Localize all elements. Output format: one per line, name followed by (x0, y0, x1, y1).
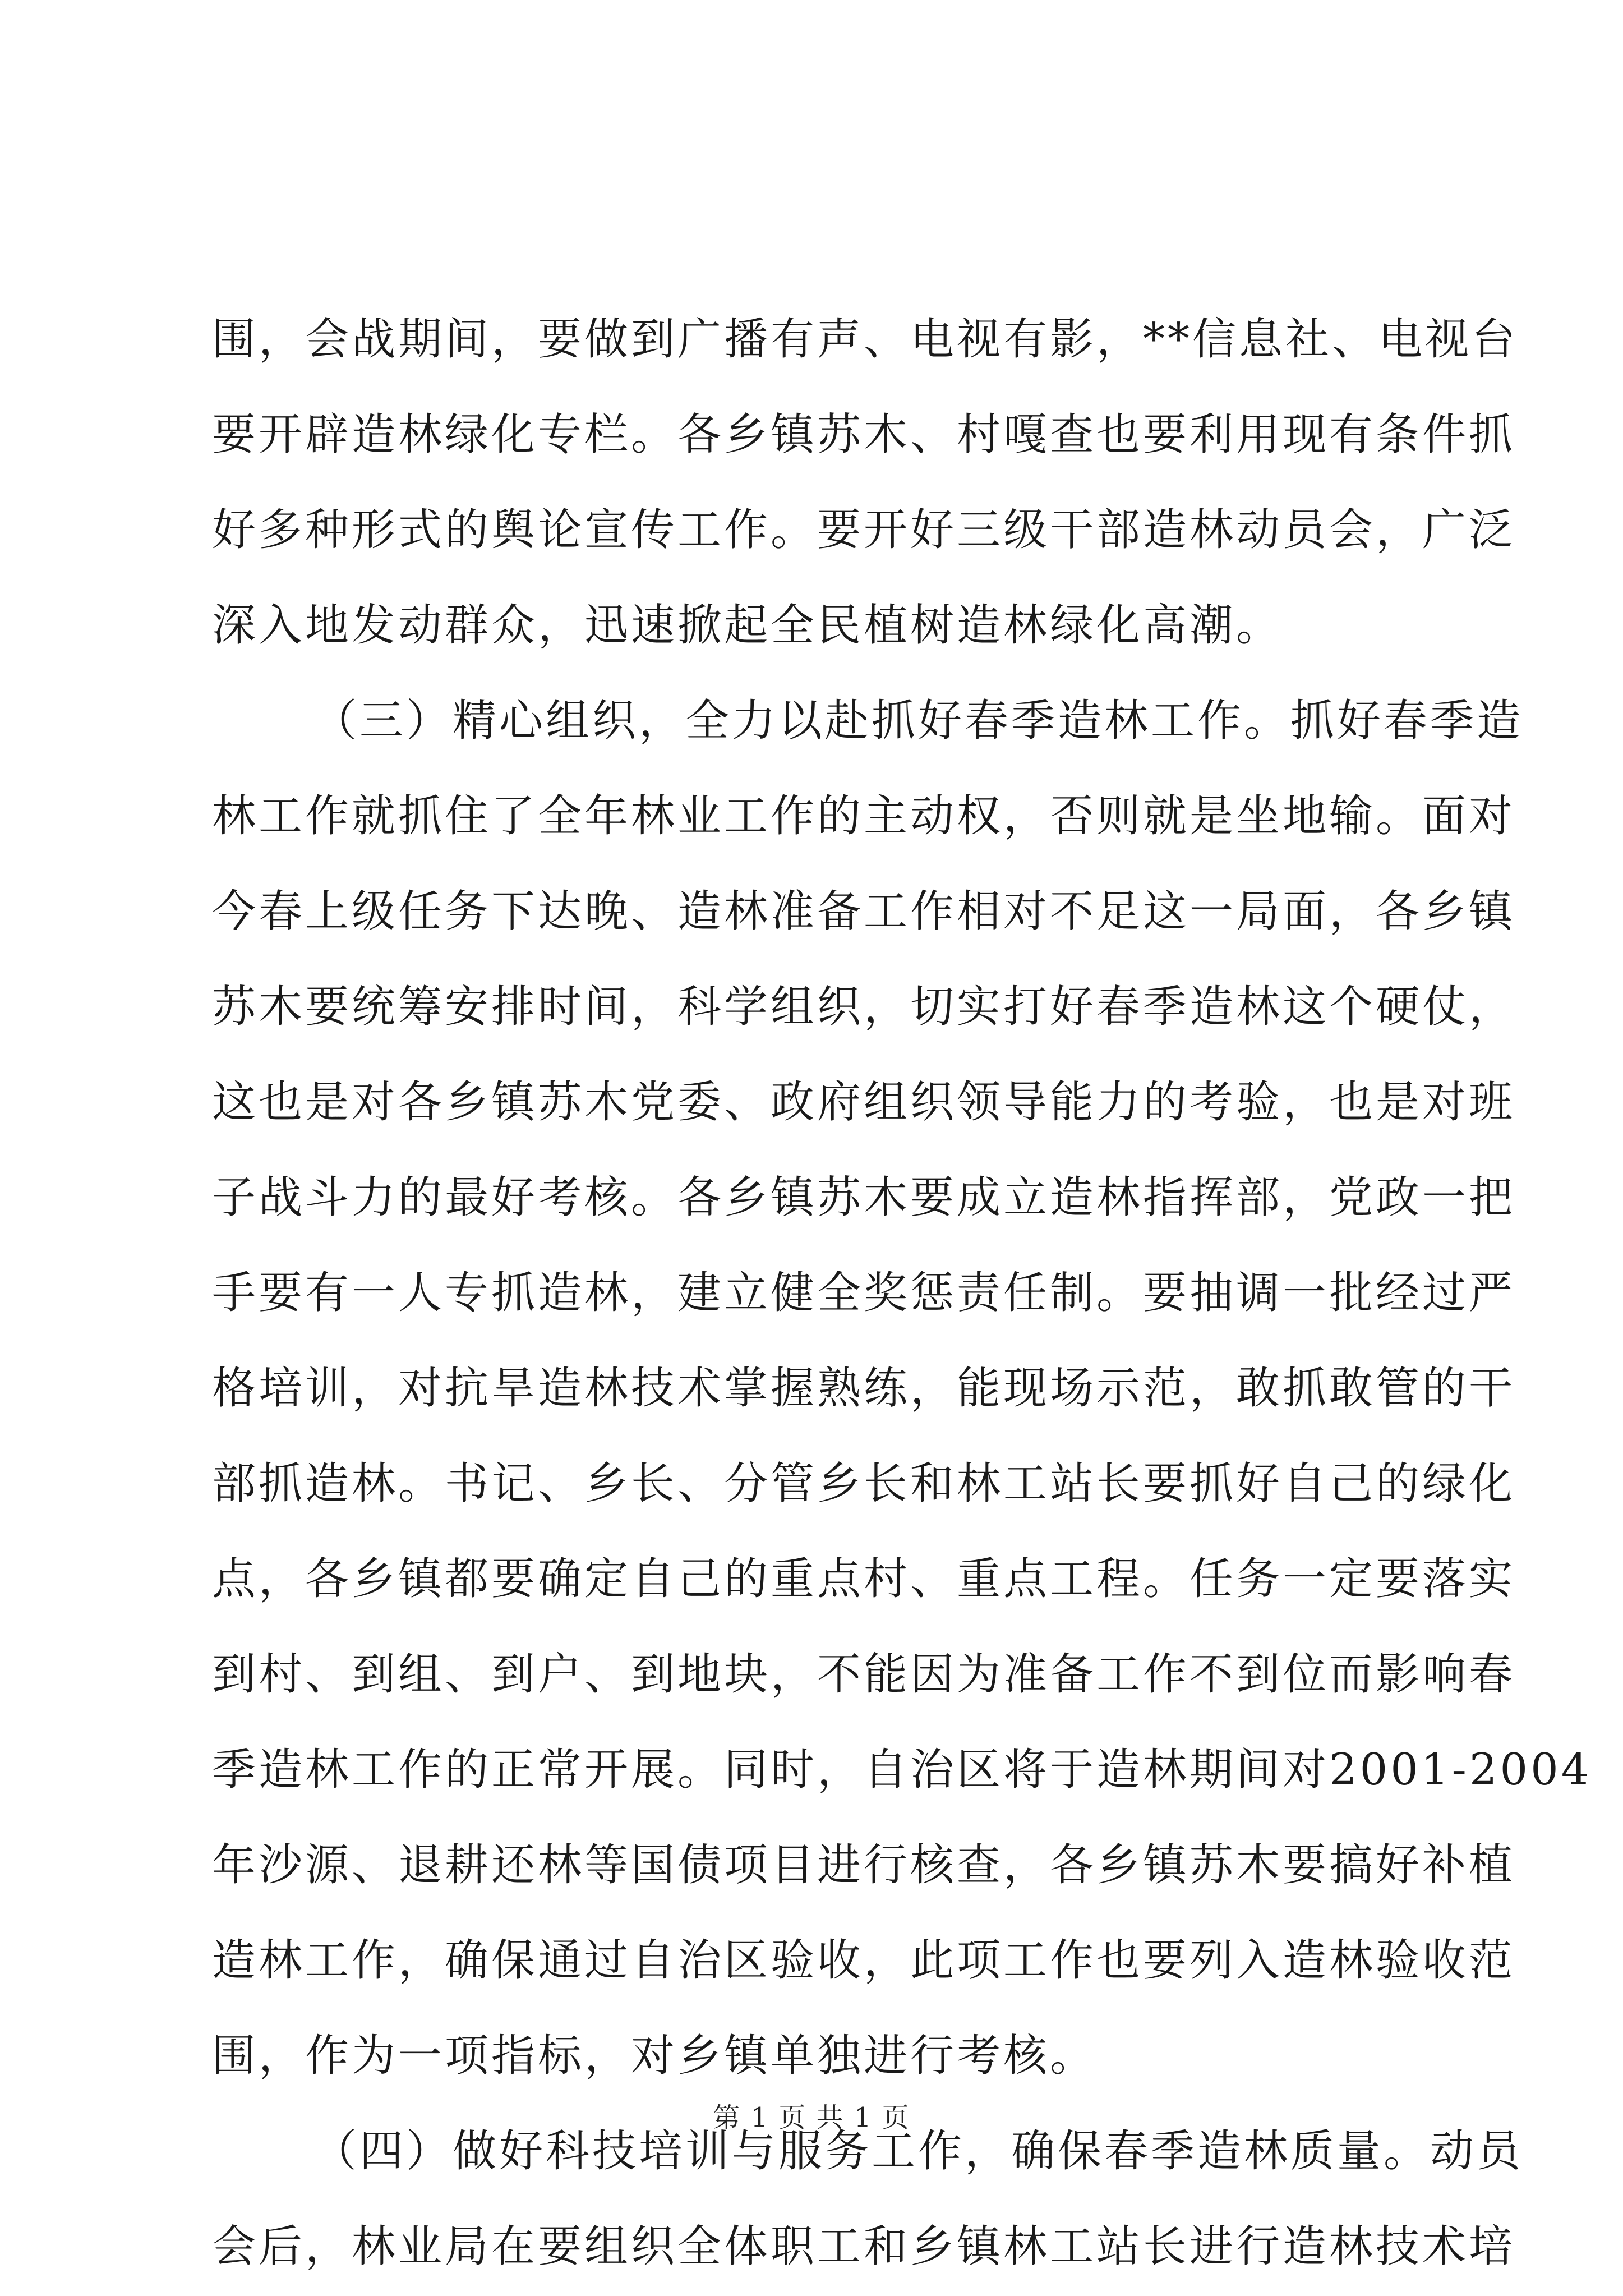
text-line: 手要有一人专抓造林，建立健全奖惩责任制。要抽调一批经过严 (212, 1268, 1516, 1318)
text-line: 到村、到组、到户、到地块，不能因为准备工作不到位而影响春 (212, 1649, 1516, 1700)
page-footer (0, 2098, 1623, 2137)
text-line: 今春上级任务下达晚、造林准备工作相对不足这一局面，各乡镇 (212, 886, 1516, 937)
text-line: 年沙源、退耕还林等国债项目进行核查，各乡镇苏木要搞好补植 (212, 1840, 1516, 1890)
text-line: 围，作为一项指标，对乡镇单独进行考核。 (212, 2031, 1097, 2081)
text-line: 深入地发动群众，迅速掀起全民植树造林绿化高潮。 (212, 600, 1283, 651)
text-line: 苏木要统筹安排时间，科学组织，切实打好春季造林这个硬仗， (212, 982, 1516, 1032)
paragraph-heading-line: （四）做好科技培训与服务工作，确保春季造林质量。动员 (313, 2126, 1524, 2177)
text-line: 造林工作，确保通过自治区验收，此项工作也要列入造林验收范 (212, 1935, 1516, 1986)
text-line: 格培训，对抗旱造林技术掌握熟练，能现场示范，敢抓敢管的干 (212, 1363, 1516, 1414)
text-line: 林工作就抓住了全年林业工作的主动权，否则就是坐地输。面对 (212, 791, 1516, 841)
page-number-label: 第 1 页 共 1 页 (713, 2102, 910, 2133)
text-line: 围，会战期间，要做到广播有声、电视有影，**信息社、电视台 (212, 314, 1519, 365)
text-line: 子战斗力的最好考核。各乡镇苏木要成立造林指挥部，党政一把 (212, 1172, 1516, 1223)
text-line: 点，各乡镇都要确定自己的重点村、重点工程。任务一定要落实 (212, 1554, 1516, 1604)
text-line: 部抓造林。书记、乡长、分管乡长和林工站长要抓好自己的绿化 (212, 1458, 1516, 1509)
text-line: 好多种形式的舆论宣传工作。要开好三级干部造林动员会，广泛 (212, 505, 1516, 555)
text-line: 会后，林业局在要组织全体职工和乡镇林工站长进行造林技术培 (212, 2221, 1516, 2272)
text-line: 季造林工作的正常开展。同时，自治区将于造林期间对2001-2004 (212, 1745, 1592, 1795)
text-line: 这也是对各乡镇苏木党委、政府组织领导能力的考验，也是对班 (212, 1077, 1516, 1128)
text-line: 要开辟造林绿化专栏。各乡镇苏木、村嘎查也要利用现有条件抓 (212, 409, 1516, 460)
paragraph-heading-line: （三）精心组织，全力以赴抓好春季造林工作。抓好春季造 (313, 696, 1524, 746)
